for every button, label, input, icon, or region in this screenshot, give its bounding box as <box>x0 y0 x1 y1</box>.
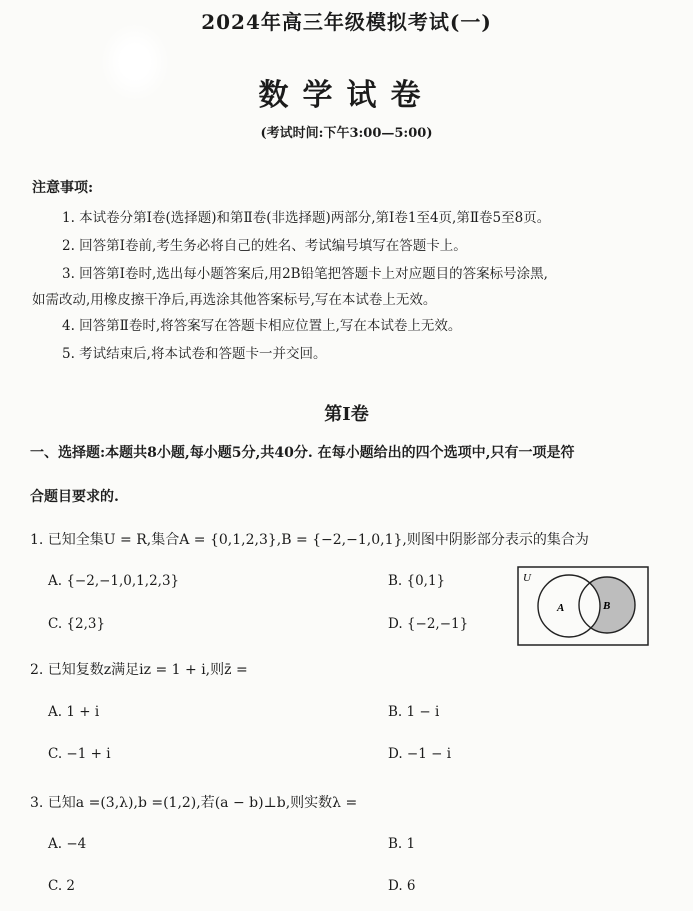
exam-time: (考试时间:下午3:00—5:00) <box>260 126 433 141</box>
question-3-option-c: C. 2 <box>48 878 76 894</box>
question-1-option-a: A. {−2,−1,0,1,2,3} <box>48 573 180 589</box>
set-a-label: A <box>557 602 565 614</box>
section-title: 第Ⅰ卷 <box>324 404 369 425</box>
paper-title: 数学试卷 <box>258 78 435 113</box>
question-3-option-b: B. 1 <box>388 836 416 852</box>
set-b-label: B <box>603 600 611 612</box>
question-2-option-d: D. −1 − i <box>388 746 452 762</box>
notes-heading: 注意事项: <box>32 180 94 196</box>
note-item-continued: 如需改动,用橡皮擦干净后,再选涂其他答案标号,写在本试卷上无效。 <box>32 292 437 308</box>
note-item: 4. 回答第Ⅱ卷时,将答案写在答题卡相应位置上,写在本试卷上无效。 <box>62 318 462 334</box>
section-desc-cont: 合题目要求的. <box>30 489 119 505</box>
question-1-option-b: B. {0,1} <box>388 573 446 589</box>
question-2-option-c: C. −1 + i <box>48 746 111 762</box>
question-2-option-a: A. 1 + i <box>48 704 100 720</box>
question-3-option-d: D. 6 <box>388 878 416 894</box>
question-1-stem: 1. 已知全集U = R,集合A = {0,1,2,3},B = {−2,−1,0,1},则图中阴影部分表示的集合为 <box>30 532 589 548</box>
question-3-option-a: A. −4 <box>48 836 87 852</box>
question-3-stem: 3. 已知a =(3,λ),b =(1,2),若(a − b)⊥b,则实数λ = <box>30 795 358 811</box>
note-item: 2. 回答第Ⅰ卷前,考生务必将自己的姓名、考试编号填写在答题卡上。 <box>62 238 467 254</box>
note-item: 1. 本试卷分第Ⅰ卷(选择题)和第Ⅱ卷(非选择题)两部分,第Ⅰ卷1至4页,第Ⅱ卷5至8页。 <box>62 210 551 226</box>
note-item: 3. 回答第Ⅰ卷时,选出每小题答案后,用2B铅笔把答题卡上对应题目的答案标号涂黑, <box>62 266 548 282</box>
universe-label: U <box>523 572 531 584</box>
question-2-option-b: B. 1 − i <box>388 704 440 720</box>
note-item: 5. 考试结束后,将本试卷和答题卡一并交回。 <box>62 346 327 362</box>
question-2-stem: 2. 已知复数z满足iz = 1 + i,则z̄ = <box>30 662 248 678</box>
exam-title: 2024年高三年级模拟考试(一) <box>201 10 492 34</box>
question-1-option-d: D. {−2,−1} <box>388 616 469 632</box>
question-1-option-c: C. {2,3} <box>48 616 106 632</box>
section-desc: 一、选择题:本题共8小题,每小题5分,共40分. 在每小题给出的四个选项中,只有一项是符 <box>30 445 575 461</box>
venn-diagram <box>517 566 649 646</box>
